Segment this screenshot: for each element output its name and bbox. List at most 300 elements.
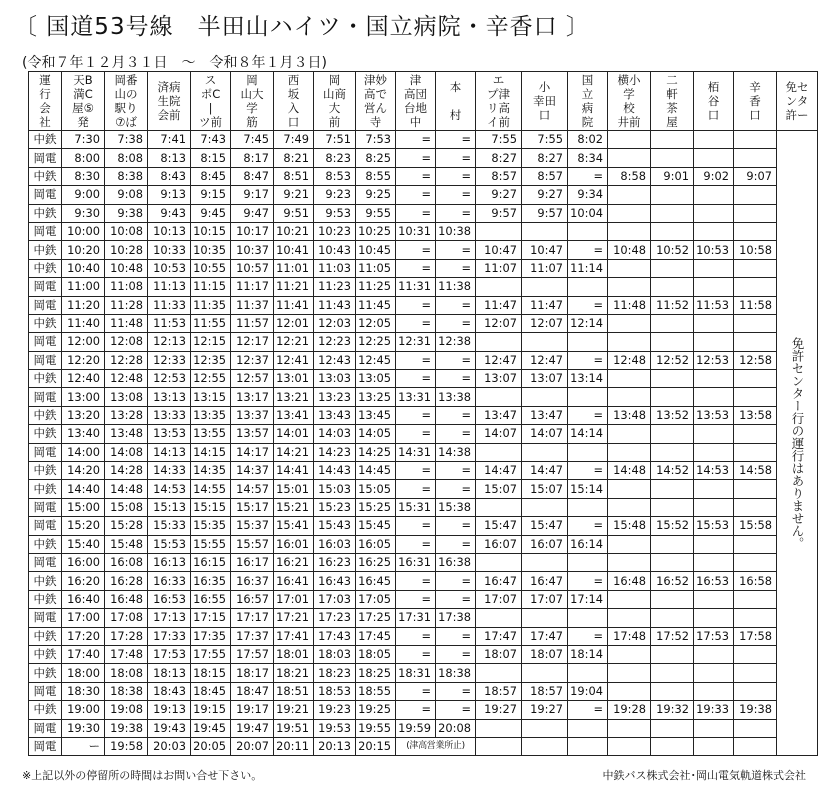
time-cell bbox=[734, 131, 777, 149]
time-cell: 20:08 bbox=[436, 719, 476, 737]
operator-cell: 中鉄 bbox=[29, 701, 62, 719]
time-cell: 8:15 bbox=[191, 149, 231, 167]
time-cell: 17:05 bbox=[356, 590, 396, 608]
header-stop bbox=[148, 72, 191, 131]
time-cell: 9:27 bbox=[522, 186, 568, 204]
time-cell: 18:57 bbox=[476, 682, 522, 700]
time-cell: 13:08 bbox=[105, 388, 148, 406]
time-cell bbox=[651, 149, 694, 167]
time-cell: 14:28 bbox=[105, 462, 148, 480]
time-cell bbox=[651, 443, 694, 461]
time-cell: 11:45 bbox=[356, 296, 396, 314]
time-cell: 16:38 bbox=[436, 553, 476, 571]
time-cell: = bbox=[396, 480, 436, 498]
table-row bbox=[29, 204, 818, 222]
time-cell bbox=[734, 480, 777, 498]
time-cell: 16:47 bbox=[522, 572, 568, 590]
time-cell: = bbox=[396, 186, 436, 204]
time-cell: 16:40 bbox=[62, 590, 105, 608]
time-cell: 13:53 bbox=[148, 425, 191, 443]
time-cell: 14:25 bbox=[356, 443, 396, 461]
time-cell: 15:07 bbox=[476, 480, 522, 498]
time-cell: 11:14 bbox=[568, 259, 608, 277]
time-cell: 12:07 bbox=[522, 314, 568, 332]
time-cell bbox=[651, 370, 694, 388]
operator-cell: 中鉄 bbox=[29, 462, 62, 480]
time-cell: 19:38 bbox=[105, 719, 148, 737]
header-stop bbox=[568, 72, 608, 131]
time-cell bbox=[608, 370, 651, 388]
time-cell: 8:25 bbox=[356, 149, 396, 167]
time-cell: 15:55 bbox=[191, 535, 231, 553]
time-cell: 14:35 bbox=[191, 462, 231, 480]
time-cell: 9:23 bbox=[314, 186, 356, 204]
time-cell: 11:47 bbox=[476, 296, 522, 314]
header-label: 津 高団 台地 中 bbox=[404, 73, 427, 129]
header-label: 辛 香 口 bbox=[749, 80, 761, 122]
time-cell: 18:31 bbox=[396, 664, 436, 682]
time-cell bbox=[734, 590, 777, 608]
time-cell: 17:23 bbox=[314, 609, 356, 627]
header-label: 運 行 会 社 bbox=[39, 73, 51, 129]
time-cell: = bbox=[568, 241, 608, 259]
operator-cell: 岡電 bbox=[29, 498, 62, 516]
header-label: エ プ津 リ高 イ前 bbox=[487, 73, 510, 129]
time-cell: 15:58 bbox=[734, 517, 777, 535]
operator-cell: 岡電 bbox=[29, 222, 62, 240]
time-cell: 14:43 bbox=[314, 462, 356, 480]
time-cell: 15:53 bbox=[148, 535, 191, 553]
time-cell: 19:38 bbox=[734, 701, 777, 719]
time-cell: = bbox=[396, 462, 436, 480]
header-stop bbox=[191, 72, 231, 131]
time-cell: 13:53 bbox=[694, 406, 734, 424]
time-cell bbox=[476, 388, 522, 406]
time-cell bbox=[608, 149, 651, 167]
time-cell: 9:08 bbox=[105, 186, 148, 204]
time-cell: 15:47 bbox=[522, 517, 568, 535]
time-cell: 14:33 bbox=[148, 462, 191, 480]
time-cell: 19:17 bbox=[231, 701, 274, 719]
time-cell bbox=[651, 664, 694, 682]
time-cell: 14:57 bbox=[231, 480, 274, 498]
time-cell: 14:21 bbox=[274, 443, 314, 461]
time-cell: 11:13 bbox=[148, 278, 191, 296]
time-cell bbox=[651, 719, 694, 737]
table-row bbox=[29, 314, 818, 332]
time-cell: 17:52 bbox=[651, 627, 694, 645]
time-cell: 7:45 bbox=[231, 131, 274, 149]
time-cell: 15:37 bbox=[231, 517, 274, 535]
time-cell: 10:55 bbox=[191, 259, 231, 277]
time-cell: 19:27 bbox=[522, 701, 568, 719]
time-cell: 8:30 bbox=[62, 167, 105, 185]
time-cell: 10:35 bbox=[191, 241, 231, 259]
time-cell bbox=[651, 186, 694, 204]
time-cell: 15:31 bbox=[396, 498, 436, 516]
time-cell: = bbox=[436, 462, 476, 480]
time-cell: 10:17 bbox=[231, 222, 274, 240]
time-cell: 12:31 bbox=[396, 333, 436, 351]
time-cell: 7:43 bbox=[191, 131, 231, 149]
time-cell bbox=[734, 664, 777, 682]
time-cell bbox=[608, 131, 651, 149]
time-cell: 16:35 bbox=[191, 572, 231, 590]
time-cell bbox=[608, 645, 651, 663]
time-cell: 12:03 bbox=[314, 314, 356, 332]
time-cell bbox=[608, 333, 651, 351]
time-cell bbox=[694, 682, 734, 700]
time-cell bbox=[651, 535, 694, 553]
time-cell: = bbox=[568, 462, 608, 480]
time-cell bbox=[522, 388, 568, 406]
time-cell: = bbox=[568, 351, 608, 369]
time-cell: 11:52 bbox=[651, 296, 694, 314]
time-cell: 18:57 bbox=[522, 682, 568, 700]
time-cell bbox=[734, 443, 777, 461]
time-cell: 12:25 bbox=[356, 333, 396, 351]
time-cell: 17:58 bbox=[734, 627, 777, 645]
time-cell: 11:07 bbox=[476, 259, 522, 277]
time-cell bbox=[608, 480, 651, 498]
time-cell: 8:08 bbox=[105, 149, 148, 167]
time-cell bbox=[694, 645, 734, 663]
header-label: 岡 山商 大 前 bbox=[323, 73, 346, 129]
time-cell: 15:23 bbox=[314, 498, 356, 516]
time-cell: 11:53 bbox=[148, 314, 191, 332]
time-cell: 17:53 bbox=[694, 627, 734, 645]
time-cell: 18:25 bbox=[356, 664, 396, 682]
time-cell bbox=[522, 498, 568, 516]
time-cell: = bbox=[568, 701, 608, 719]
time-cell: 11:05 bbox=[356, 259, 396, 277]
time-cell: 12:01 bbox=[274, 314, 314, 332]
table-row bbox=[29, 296, 818, 314]
time-cell: 13:07 bbox=[476, 370, 522, 388]
time-cell: ー bbox=[62, 737, 105, 755]
time-cell: 18:47 bbox=[231, 682, 274, 700]
time-cell: 17:00 bbox=[62, 609, 105, 627]
time-cell: 11:57 bbox=[231, 314, 274, 332]
time-cell bbox=[608, 186, 651, 204]
time-cell: 14:03 bbox=[314, 425, 356, 443]
time-cell bbox=[734, 645, 777, 663]
time-cell: 12:15 bbox=[191, 333, 231, 351]
time-cell: 10:48 bbox=[105, 259, 148, 277]
time-cell bbox=[694, 149, 734, 167]
time-cell: 19:53 bbox=[314, 719, 356, 737]
time-cell bbox=[734, 719, 777, 737]
time-cell: 13:20 bbox=[62, 406, 105, 424]
operator-cell: 中鉄 bbox=[29, 645, 62, 663]
time-cell bbox=[608, 664, 651, 682]
time-cell: 15:14 bbox=[568, 480, 608, 498]
time-cell: = bbox=[436, 167, 476, 185]
time-cell: 18:15 bbox=[191, 664, 231, 682]
time-cell bbox=[568, 388, 608, 406]
time-cell: = bbox=[436, 590, 476, 608]
time-cell: = bbox=[396, 517, 436, 535]
time-cell: 11:41 bbox=[274, 296, 314, 314]
time-cell: 7:55 bbox=[476, 131, 522, 149]
time-cell: 16:00 bbox=[62, 553, 105, 571]
table-row bbox=[29, 517, 818, 535]
time-cell: = bbox=[396, 259, 436, 277]
header-stop bbox=[522, 72, 568, 131]
time-cell: 11:21 bbox=[274, 278, 314, 296]
time-cell: 9:25 bbox=[356, 186, 396, 204]
time-cell: 17:37 bbox=[231, 627, 274, 645]
time-cell: 17:01 bbox=[274, 590, 314, 608]
time-cell: 16:57 bbox=[231, 590, 274, 608]
time-cell: 15:43 bbox=[314, 517, 356, 535]
time-cell: 12:28 bbox=[105, 351, 148, 369]
time-cell: = bbox=[568, 627, 608, 645]
time-cell: 14:47 bbox=[476, 462, 522, 480]
time-cell bbox=[651, 553, 694, 571]
time-cell: 15:48 bbox=[105, 535, 148, 553]
time-cell: = bbox=[436, 535, 476, 553]
header-label: 天B 満C 屋⑤ 発 bbox=[72, 73, 94, 129]
time-cell: 14:15 bbox=[191, 443, 231, 461]
table-row bbox=[29, 406, 818, 424]
time-cell bbox=[522, 222, 568, 240]
operator-cell: 岡電 bbox=[29, 443, 62, 461]
time-cell: 16:47 bbox=[476, 572, 522, 590]
header-label: ス ポC | ツ前 bbox=[199, 73, 222, 129]
time-cell: 19:59 bbox=[396, 719, 436, 737]
header-stop bbox=[314, 72, 356, 131]
time-cell: 9:01 bbox=[651, 167, 694, 185]
time-cell: 9:34 bbox=[568, 186, 608, 204]
time-cell bbox=[694, 664, 734, 682]
time-cell: 13:48 bbox=[608, 406, 651, 424]
time-cell: 17:45 bbox=[356, 627, 396, 645]
time-cell: 13:25 bbox=[356, 388, 396, 406]
time-cell: 12:38 bbox=[436, 333, 476, 351]
time-cell: 11:43 bbox=[314, 296, 356, 314]
time-cell bbox=[568, 222, 608, 240]
time-cell: 15:21 bbox=[274, 498, 314, 516]
header-stop bbox=[777, 72, 818, 131]
time-cell: 10:33 bbox=[148, 241, 191, 259]
time-cell bbox=[694, 498, 734, 516]
time-cell: 13:37 bbox=[231, 406, 274, 424]
table-row bbox=[29, 462, 818, 480]
header-label: 栢 谷 口 bbox=[707, 80, 720, 122]
time-cell: 15:57 bbox=[231, 535, 274, 553]
time-cell: 10:37 bbox=[231, 241, 274, 259]
operator-cell: 岡電 bbox=[29, 553, 62, 571]
time-cell: 14:07 bbox=[522, 425, 568, 443]
table-row bbox=[29, 682, 818, 700]
operator-cell: 岡電 bbox=[29, 149, 62, 167]
time-cell bbox=[694, 535, 734, 553]
time-cell: 14:14 bbox=[568, 425, 608, 443]
time-cell: 9:57 bbox=[476, 204, 522, 222]
time-cell: 11:00 bbox=[62, 278, 105, 296]
time-cell bbox=[694, 609, 734, 627]
time-cell bbox=[476, 222, 522, 240]
time-cell: 19:13 bbox=[148, 701, 191, 719]
operator-cell: 中鉄 bbox=[29, 480, 62, 498]
table-row bbox=[29, 480, 818, 498]
time-cell: 11:37 bbox=[231, 296, 274, 314]
header-stop bbox=[476, 72, 522, 131]
time-cell bbox=[476, 553, 522, 571]
time-cell: 16:48 bbox=[608, 572, 651, 590]
time-cell bbox=[694, 388, 734, 406]
time-cell: 16:53 bbox=[148, 590, 191, 608]
time-cell: 15:07 bbox=[522, 480, 568, 498]
timetable bbox=[28, 71, 818, 756]
time-cell bbox=[608, 609, 651, 627]
time-cell: 17:35 bbox=[191, 627, 231, 645]
time-cell: = bbox=[396, 241, 436, 259]
time-cell: 12:47 bbox=[522, 351, 568, 369]
time-cell: = bbox=[436, 425, 476, 443]
time-cell: 16:01 bbox=[274, 535, 314, 553]
header-label: 岡番 山の 駅り ⑦ば bbox=[114, 73, 138, 129]
time-cell: = bbox=[436, 572, 476, 590]
time-cell: = bbox=[436, 645, 476, 663]
time-cell: 12:00 bbox=[62, 333, 105, 351]
time-cell bbox=[734, 259, 777, 277]
table-row bbox=[29, 278, 818, 296]
time-cell bbox=[651, 278, 694, 296]
time-cell: 16:14 bbox=[568, 535, 608, 553]
time-cell: 16:41 bbox=[274, 572, 314, 590]
time-cell: 19:45 bbox=[191, 719, 231, 737]
operator-cell: 中鉄 bbox=[29, 406, 62, 424]
time-cell: 14:41 bbox=[274, 462, 314, 480]
time-cell: 18:38 bbox=[436, 664, 476, 682]
time-cell: 9:57 bbox=[522, 204, 568, 222]
time-cell: 8:58 bbox=[608, 167, 651, 185]
time-cell: 12:21 bbox=[274, 333, 314, 351]
operator-cell: 岡電 bbox=[29, 682, 62, 700]
time-cell: 15:35 bbox=[191, 517, 231, 535]
operator-cell: 中鉄 bbox=[29, 314, 62, 332]
time-cell bbox=[522, 553, 568, 571]
time-cell bbox=[694, 222, 734, 240]
time-cell: 17:20 bbox=[62, 627, 105, 645]
time-cell: 8:43 bbox=[148, 167, 191, 185]
time-cell: 10:04 bbox=[568, 204, 608, 222]
time-cell: 9:45 bbox=[191, 204, 231, 222]
time-cell bbox=[694, 425, 734, 443]
time-cell: = bbox=[396, 296, 436, 314]
time-cell: 8:38 bbox=[105, 167, 148, 185]
time-cell: 20:15 bbox=[356, 737, 396, 755]
table-row bbox=[29, 259, 818, 277]
time-cell: = bbox=[436, 296, 476, 314]
time-cell: 15:17 bbox=[231, 498, 274, 516]
time-cell: 14:45 bbox=[356, 462, 396, 480]
time-cell bbox=[734, 737, 777, 755]
time-cell: 11:47 bbox=[522, 296, 568, 314]
time-cell: 15:38 bbox=[436, 498, 476, 516]
time-cell bbox=[608, 682, 651, 700]
time-cell: 17:47 bbox=[522, 627, 568, 645]
time-cell: 19:58 bbox=[105, 737, 148, 755]
time-cell: 10:00 bbox=[62, 222, 105, 240]
time-cell: 19:08 bbox=[105, 701, 148, 719]
time-cell: 8:21 bbox=[274, 149, 314, 167]
time-cell: 8:27 bbox=[522, 149, 568, 167]
operator-cell: 中鉄 bbox=[29, 131, 62, 149]
header-label: 二 軒 茶 屋 bbox=[666, 73, 678, 129]
time-cell bbox=[476, 443, 522, 461]
time-cell: 18:08 bbox=[105, 664, 148, 682]
time-cell: 14:07 bbox=[476, 425, 522, 443]
time-cell: 16:08 bbox=[105, 553, 148, 571]
time-cell bbox=[522, 737, 568, 755]
operator-cell: 中鉄 bbox=[29, 204, 62, 222]
header-label: 本 村 bbox=[449, 80, 462, 122]
time-cell bbox=[694, 314, 734, 332]
time-cell bbox=[522, 609, 568, 627]
time-cell: 11:28 bbox=[105, 296, 148, 314]
time-cell bbox=[522, 333, 568, 351]
time-cell: 13:47 bbox=[476, 406, 522, 424]
time-cell: = bbox=[436, 627, 476, 645]
table-row bbox=[29, 627, 818, 645]
time-cell bbox=[651, 737, 694, 755]
time-cell: 11:31 bbox=[396, 278, 436, 296]
time-cell: 16:33 bbox=[148, 572, 191, 590]
time-cell: 16:25 bbox=[356, 553, 396, 571]
time-cell bbox=[734, 222, 777, 240]
time-cell: 13:55 bbox=[191, 425, 231, 443]
header-stop bbox=[734, 72, 777, 131]
operator-cell: 中鉄 bbox=[29, 241, 62, 259]
time-cell bbox=[734, 370, 777, 388]
operator-cell: 中鉄 bbox=[29, 590, 62, 608]
time-cell: 17:08 bbox=[105, 609, 148, 627]
time-cell: 18:38 bbox=[105, 682, 148, 700]
time-cell: = bbox=[436, 131, 476, 149]
time-cell: 14:53 bbox=[694, 462, 734, 480]
time-cell: 10:57 bbox=[231, 259, 274, 277]
table-row bbox=[29, 645, 818, 663]
time-cell: 11:38 bbox=[436, 278, 476, 296]
header-stop bbox=[356, 72, 396, 131]
operator-cell: 岡電 bbox=[29, 719, 62, 737]
time-cell: 15:03 bbox=[314, 480, 356, 498]
time-cell bbox=[734, 333, 777, 351]
time-cell: 20:13 bbox=[314, 737, 356, 755]
time-cell bbox=[694, 480, 734, 498]
time-cell: = bbox=[436, 480, 476, 498]
time-cell: 13:00 bbox=[62, 388, 105, 406]
time-cell: 15:08 bbox=[105, 498, 148, 516]
header-label: 横小 学 校 井前 bbox=[617, 73, 641, 129]
time-cell: 9:13 bbox=[148, 186, 191, 204]
time-cell: 16:31 bbox=[396, 553, 436, 571]
header-row bbox=[29, 72, 818, 131]
time-cell bbox=[476, 278, 522, 296]
operator-cell: 岡電 bbox=[29, 517, 62, 535]
time-cell: 17:07 bbox=[522, 590, 568, 608]
time-cell: 18:00 bbox=[62, 664, 105, 682]
time-cell bbox=[568, 664, 608, 682]
time-cell: = bbox=[396, 701, 436, 719]
time-cell: 19:25 bbox=[356, 701, 396, 719]
time-cell: = bbox=[568, 517, 608, 535]
time-cell: 13:15 bbox=[191, 388, 231, 406]
time-cell: 18:07 bbox=[522, 645, 568, 663]
